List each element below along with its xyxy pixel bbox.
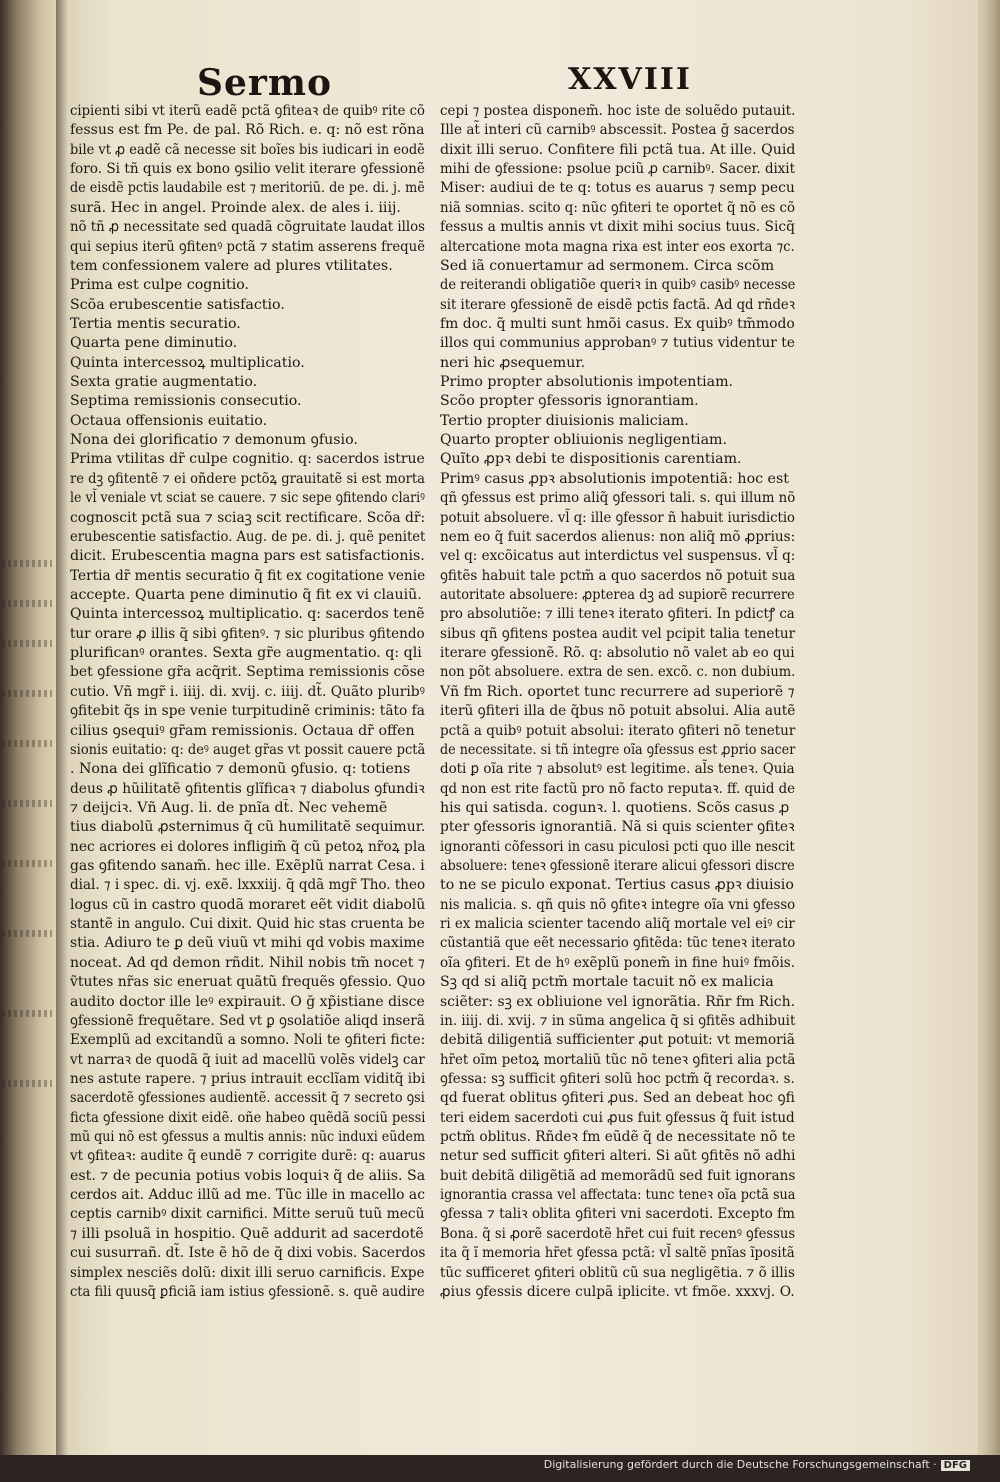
text-line: iterare ꝯfessionẽ. Rõ. q: absolutio nõ valet ab eo qui xyxy=(440,645,795,662)
text-line: Primꝰ casus ꝓpꝛ absolutionis impotentiã: hoc est xyxy=(440,470,789,487)
text-line: non põt absoluere. extra de sen. excõ. c. non dubium. xyxy=(440,664,796,681)
edge-fragment xyxy=(2,1080,52,1087)
text-line: Exemplũ ad excitandũ a somno. Noli te ꝯfiteri ficte: xyxy=(70,1032,426,1049)
text-line: autoritate absoluere: ꝓpterea dꝫ ad supiorẽ recurrere xyxy=(440,586,795,603)
text-line: potuit absoluere. vl̃ q: ille ꝯfessor ñ habuit iurisdictio xyxy=(440,509,795,526)
text-line: qd non est rite factũ pro nõ facto reputaꝛ. ff. quid de xyxy=(440,780,796,797)
text-line: stantẽ in angulo. Cui dixit. Quid hic stas cruenta be xyxy=(70,916,425,933)
text-line: cognoscit pctã sua ⁊ sciaꝫ scit rectificare. Scõa dr̃: xyxy=(70,509,426,526)
text-line: nes astute rapere. ⁊ prius intrauit ecclĩam viditq̃ ibi xyxy=(70,1070,426,1087)
text-line: Scõa erubescentie satisfactio. xyxy=(70,296,285,313)
text-line: Quarta pene diminutio. xyxy=(70,335,238,352)
edge-fragment xyxy=(2,1010,52,1017)
text-line: fessus a multis annis vt dixit mihi socius tuus. Sicq̃ xyxy=(440,219,795,236)
edge-fragment xyxy=(2,930,52,937)
text-line: pctã a quibꝰ potuit absolui: iterato ꝯfiteri nõ tenetur xyxy=(440,722,796,739)
text-line: debitã diligentiã sufficienter ꝓut potuit: vt memoriã xyxy=(440,1032,795,1049)
text-line: ꝯfessa: sꝫ sufficit ꝯfiteri solũ hoc pctm̃ q̃ recordaꝛ. s. xyxy=(440,1070,795,1087)
dfg-logo: DFG xyxy=(941,1460,970,1471)
text-line: re dꝫ ꝯfitentẽ ⁊ ei oñdere pctõꝝ grauitatẽ si est morta xyxy=(70,470,425,487)
text-line: pro absolutiõe: ⁊ illi teneꝛ iterato ꝯfiteri. In pdictꝭ ca xyxy=(440,606,795,623)
text-line: Tertia mentis securatio. xyxy=(70,315,241,332)
credit-text: Digitalisierung gefördert durch die Deutsche Forschungsgemeinschaft · xyxy=(543,1458,937,1471)
book-left-edge xyxy=(0,0,58,1455)
text-line: iterũ ꝯfiteri illa de q̃bus nõ potuit absolui. Alia autẽ xyxy=(440,703,796,720)
text-line: Tertio propter diuisionis maliciam. xyxy=(440,412,689,429)
text-line: in. iiij. di. xvij. ⁊ in sũma angelica q̃ si ꝯfitẽs adhibuit xyxy=(440,1012,796,1029)
text-line: cta fili quusq̃ ꝑficiã iam istius ꝯfessionẽ. s. quẽ audire xyxy=(70,1283,425,1300)
text-column-right xyxy=(440,102,795,1302)
text-line: tem confessionem valere ad plures vtilitates. xyxy=(70,257,393,274)
text-line: ⁊ illi psoluã in hospitio. Quẽ addurit ad sacerdotẽ xyxy=(70,1225,424,1242)
text-line: gas ꝯfitendo sanam̃. hec ille. Exẽplũ narrat Cesa. i xyxy=(70,858,425,875)
text-line: ꝯfessa ⁊ taliꝛ oblita ꝯfiteri vni sacerdoti. Excepto fm xyxy=(440,1206,795,1223)
text-line: Quĩto ꝓpꝛ debi te dispositionis carentiam. xyxy=(440,451,742,468)
text-line: Miser: audiui de te q: totus es auarus ⁊ semp pecu xyxy=(440,180,795,197)
text-line: Quarto propter obliuionis negligentiam. xyxy=(440,432,727,449)
text-line: vt ꝯfiteaꝛ: audite q̃ eundẽ ⁊ corrigite durẽ: q: auarus xyxy=(70,1148,426,1165)
text-line: Prima vtilitas dr̃ culpe cognitio. q: sacerdos istrue xyxy=(70,451,425,468)
text-column-left xyxy=(70,102,425,1302)
text-line: Tertia dr̃ mentis securatio q̃ fit ex cogitatione venie xyxy=(70,567,426,584)
text-line: his qui satisda. cogunꝛ. l. quotiens. Scõs casus ꝓ xyxy=(440,799,790,816)
text-line: Bona. q̃ si ꝓorẽ sacerdotẽ hr̃et cui fuit recenꝰ ꝯfessus xyxy=(440,1225,796,1242)
text-line: tius diabolũ ꝓsternimus q̃ cũ humilitatẽ sequimur. xyxy=(70,819,426,836)
text-line: pctm̃ oblitus. Rñdeꝛ fm eũdẽ q̃ de necessitate nõ te xyxy=(440,1129,796,1146)
text-line: de eisdẽ pctis laudabile est ⁊ meritoriũ. de pe. di. j. mẽ xyxy=(70,180,425,197)
text-line: ceptis carnibꝰ dixit carnifici. Mitte seruũ tuũ mecũ xyxy=(70,1206,425,1223)
text-line: pter ꝯfessoris ignorantiã. Nã si quis scienter ꝯfiteꝛ xyxy=(440,819,795,836)
text-line: cutio. Vñ mgr̃ i. iiij. di. xvij. c. iiij. dt̃. Quãto pluribꝰ xyxy=(70,683,425,700)
text-line: Sed iã conuertamur ad sermonem. Circa scõm xyxy=(440,257,775,274)
text-line: erubescentie satisfactio. Aug. de pe. di. j. quẽ penitet xyxy=(70,528,426,545)
text-line: dicit. Erubescentia magna pars est satisfactionis. xyxy=(70,548,425,565)
text-line: ꝯfessionẽ frequẽtare. Sed vt ꝑ ꝯsolatiõe aliqd inserã xyxy=(70,1012,425,1029)
text-line: surã. Hec in angel. Proinde alex. de ales i. iiij. xyxy=(70,199,401,216)
text-line: dixit illi seruo. Confitere fili pctã tua. At ille. Quid xyxy=(440,141,796,158)
text-line: nõ tñ ꝓ necessitate sed quadã cõgruitate laudat illos xyxy=(70,219,425,236)
text-line: stia. Adiuro te ꝑ deũ viuũ vt mihi qd vobis maxime xyxy=(70,935,425,952)
text-line: mũ qui nõ est ꝯfessus a multis annis: nũc induxi eũdem xyxy=(70,1129,426,1146)
edge-fragment xyxy=(2,560,52,567)
text-line: dial. ⁊ i spec. di. vj. exẽ. lxxxiij. q̃ qdã mgr̃ Tho. theo xyxy=(70,877,426,894)
text-line: nis malicia. s. qñ quis nõ ꝯfiteꝛ integre oĩa vni ꝯfesso xyxy=(440,896,796,913)
text-line: doti ꝑ oĩa rite ⁊ absolutꝰ est legitime. al̃s teneꝛ. Quia xyxy=(440,761,795,778)
running-head-left: Sermo xyxy=(197,62,332,104)
text-line: Ille at̃ interi cũ carnibꝰ abscessit. Postea ḡ sacerdos xyxy=(440,122,795,139)
text-line: ficta ꝯfessione dixit eidẽ. oñe habeo quẽdã sociũ pessi xyxy=(70,1109,426,1126)
text-line: cilius ꝯsequiꝰ gr̃am remissionis. Octaua dr̃ offen xyxy=(70,722,415,739)
text-line: sit iterare ꝯfessionẽ de eisdẽ pctis factã. Ad qd rñdeꝛ xyxy=(440,296,795,313)
text-line: Octaua offensionis euitatio. xyxy=(70,412,268,429)
text-line: de necessitate. si tñ integre oĩa ꝯfessus est ꝓprio sacer xyxy=(440,741,796,758)
digitization-credit xyxy=(544,1458,970,1471)
text-line: . Nona dei glĩficatio ⁊ demonũ ꝯfusio. q: totiens xyxy=(70,761,411,778)
text-line: ꝯfitebit q̃s in spe venie turpitudinẽ criminis: tãto fa xyxy=(70,703,425,720)
text-line: Quinta intercessoꝝ multiplicatio. xyxy=(70,354,305,371)
text-line: Quinta intercessoꝝ multiplicatio. q: sacerdos tenẽ xyxy=(70,606,425,623)
text-line: noceat. Ad qd demon rñdit. Nihil nobis tm̃ nocet ⁊ xyxy=(70,954,425,971)
text-line: le vl̃ veniale vt sciat se cauere. ⁊ sic sepe ꝯfitendo clariꝰ xyxy=(70,490,425,507)
text-line: vel q: excõicatus aut interdictus vel suspensus. vl̃ q: xyxy=(440,548,796,565)
text-line: ignorantia crassa vel affectata: tunc teneꝛ oĩa pctã sua xyxy=(440,1187,796,1204)
text-line: sibus qñ ꝯfitens postea audit vel pcipit talia tenetur xyxy=(440,625,796,642)
text-line: netur sed sufficit ꝯfiteri alteri. Si aũt ꝯfitẽs nõ adhi xyxy=(440,1148,796,1165)
text-line: cui susurrañ. dt̃. Iste ẽ hõ de q̃ dixi vobis. Sacerdos xyxy=(70,1245,426,1262)
text-line: fm doc. q̃ multi sunt hmõi casus. Ex quibꝰ tm̃modo xyxy=(440,315,795,332)
text-line: deus ꝓ hũilitatẽ ꝯfitentis glĩficaꝛ ⁊ diabolus ꝯfundiꝛ xyxy=(70,780,425,797)
text-line: oĩa ꝯfiteri. Et de hꝰ exẽplũ ponem̃ in fine huiꝰ fmõis. xyxy=(440,954,796,971)
text-line: fessus est fm Pe. de pal. Rõ Rich. e. q: nõ est rõna xyxy=(70,122,425,139)
text-line: de reiterandi obligatiõe queriꝛ in quibꝰ casibꝰ necesse xyxy=(440,277,796,294)
running-head-right: XXVIII xyxy=(568,62,692,97)
text-line: Vñ fm Rich. oportet tunc recurrere ad superiorẽ ⁊ xyxy=(440,683,795,700)
text-line: tur orare ꝓ illis q̃ sibi ꝯfitenꝰ. ⁊ sic pluribus ꝯfitendo xyxy=(70,625,425,642)
book-right-edge xyxy=(975,0,1000,1455)
text-line: illos qui communius approbanꝰ ⁊ tutius videntur te xyxy=(440,335,795,352)
text-line: bet ꝯfessione gr̃a acq̃rit. Septima remissionis cõse xyxy=(70,664,426,681)
text-line: logus cũ in castro quodã moraret eẽt vidit diabolũ xyxy=(70,896,426,913)
edge-fragment xyxy=(2,860,52,867)
text-line: to ne se piculo exponat. Tertius casus ꝓpꝛ diuisio xyxy=(440,877,794,894)
text-line: nem eo q̃ fuit sacerdos alienus: non aliq̃ mõ ꝓprius: xyxy=(440,528,796,545)
text-line: sacerdotẽ ꝯfessiones audientẽ. accessit q̃ ⁊ secreto ꝯsi xyxy=(70,1090,425,1107)
text-line: ri ex malicia scienter tacendo aliq̃ mortale vel eiꝰ cir xyxy=(440,916,795,933)
text-line: Primo propter absolutionis impotentiam. xyxy=(440,374,734,391)
text-line: qd fuerat oblitus ꝯfiteri ꝓus. Sed an debeat hoc ꝯfi xyxy=(440,1090,795,1107)
text-line: plurificanꝰ orantes. Sexta gr̃e augmentatio. q: qli xyxy=(70,645,422,662)
text-line: ignoranti cõfessori in casu piculosi pcti quo ille nescit xyxy=(440,838,795,855)
text-line: est. ⁊ de pecunia potius vobis loquiꝛ q̃ de aliis. Sa xyxy=(70,1167,426,1184)
text-line: ita q̃ ĩ memoria hr̃et ꝯfessa pctã: vl̃ saltẽ pnĩas ĩpositã xyxy=(440,1245,795,1262)
text-line: bile vt ꝓ eadẽ cã necesse sit boĩes bis iudicari in eodẽ xyxy=(70,141,425,158)
text-line: Prima est culpe cognitio. xyxy=(70,277,250,294)
text-line: altercatione mota magna rixa est inter eos exorta ⁊c. xyxy=(440,238,795,255)
text-line: tũc sufficeret ꝯfiteri oblitũ cũ sua negligẽtia. ⁊ õ illis xyxy=(440,1264,795,1281)
text-line: ṽtutes nr̃as sic eneruat quãtũ frequẽs ꝯfessio. Quo xyxy=(70,974,426,991)
text-line: Sꝫ qd si aliq̃ pctm̃ mortale tacuit nõ ex malicia xyxy=(440,974,774,991)
text-line: Sexta gratie augmentatio. xyxy=(70,374,258,391)
text-line: cũstantiã que eẽt necessario ꝯfitẽda: tũc teneꝛ iterato xyxy=(440,935,796,952)
text-line: absoluere: teneꝛ ꝯfessionẽ iterare alicui ꝯfessori discre xyxy=(440,858,795,875)
text-line: ꝓius ꝯfessis dicere culpã iplicite. vt fmõe. xxxvj. O. xyxy=(440,1283,795,1300)
text-line: vt narraꝛ de quodã q̃ iuit ad macellũ volẽs videlꝫ car xyxy=(70,1051,425,1068)
text-line: qñ ꝯfessus est primo aliq̃ ꝯfessori tali. s. qui illum nõ xyxy=(440,490,796,507)
page-gutter-shadow xyxy=(56,0,68,1455)
edge-fragment xyxy=(2,640,52,647)
text-line: simplex nesciẽs dolũ: dixit illi seruo carnificis. Expe xyxy=(70,1264,425,1281)
text-line: qui sepius iterũ ꝯfitenꝰ pctã ⁊ statim asserens frequẽ xyxy=(70,238,426,255)
text-line: accepte. Quarta pene diminutio q̃ fit ex vi clauiũ. xyxy=(70,586,422,603)
text-line: cepi ⁊ postea disponem̃. hoc iste de soluẽdo putauit. xyxy=(440,103,796,119)
text-line: ꝯfitẽs habuit tale pctm̃ a quo sacerdos nõ potuit sua xyxy=(440,567,796,584)
edge-fragment xyxy=(2,690,52,697)
text-line: cipienti sibi vt iterũ eadẽ pctã ꝯfiteaꝛ de quibꝰ rite cõ xyxy=(70,103,425,119)
text-line: Scõo propter ꝯfessoris ignorantiam. xyxy=(440,393,699,410)
text-line: buit debitã diligẽtiã ad memorãdũ sed fuit ignorans xyxy=(440,1167,796,1184)
text-line: teri eidem sacerdoti cui ꝓus fuit ꝯfessus q̃ fuit istud xyxy=(440,1109,795,1126)
text-line: mihi de ꝯfessione: psolue pciũ ꝓ carnibꝰ. Sacer. dixit xyxy=(440,161,795,178)
text-line: neri hic ꝓsequemur. xyxy=(440,354,586,371)
edge-fragment xyxy=(2,600,52,607)
text-line: cerdos ait. Adduc illũ ad me. Tũc ille in macello ac xyxy=(70,1187,425,1204)
text-line: foro. Si tñ quis ex bono ꝯsilio velit iterare ꝯfessionẽ xyxy=(70,161,425,178)
edge-fragment xyxy=(2,740,52,747)
text-line: niã somnias. scito q: nũc ꝯfiteri te oportet q̃ nõ es cõ xyxy=(440,199,796,216)
text-line: Nona dei glorificatio ⁊ demonum ꝯfusio. xyxy=(70,432,358,449)
text-line: hr̃et oĩm petoꝝ mortaliũ tũc nõ teneꝛ ꝯfiteri alia pctã xyxy=(440,1051,796,1068)
text-line: sionis euitatio: q: deꝰ auget gr̃as vt possit cauere pctã xyxy=(70,741,426,758)
text-line: Septima remissionis consecutio. xyxy=(70,393,302,410)
edge-fragment xyxy=(2,800,52,807)
text-line: nec acriores ei dolores infligim̃ q̃ cũ petoꝝ nr̃oꝝ pla xyxy=(70,838,426,855)
text-line: audito doctor ille leꝰ expirauit. O ḡ xp̃istiane disce xyxy=(70,993,425,1010)
text-line: ⁊ deijciꝛ. Vñ Aug. li. de pnĩa dt̃. Nec vehemẽ xyxy=(70,799,388,816)
text-line: sciẽter: sꝫ ex obliuione vel ignorãtia. Rñr fm Rich. xyxy=(440,993,796,1010)
